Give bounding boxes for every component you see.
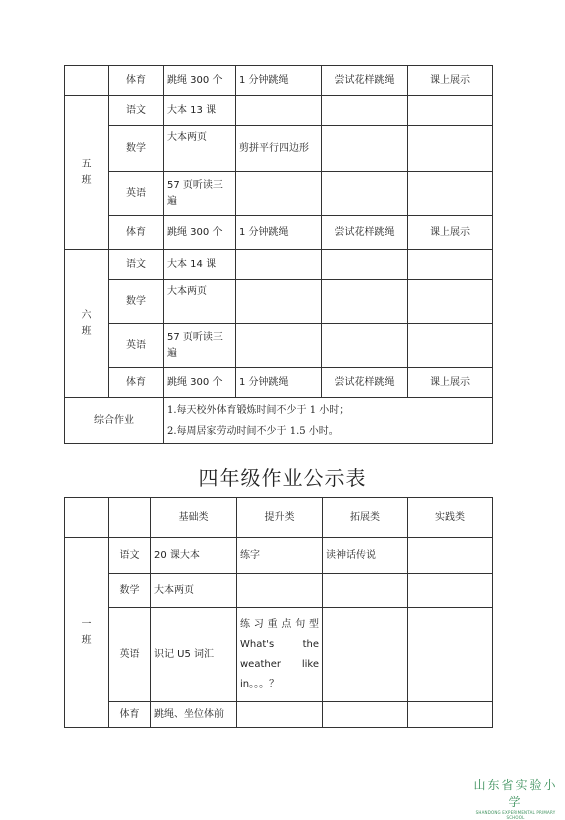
basic-cell: 识记 U5 词汇 [151,608,237,702]
class-name-line: 一 [81,618,92,630]
comprehensive-label: 综合作业 [65,398,164,444]
improve-cell [237,574,323,608]
header-extend: 拓展类 [323,498,408,538]
practice-cell [408,126,493,172]
class-name-line: 班 [81,634,92,646]
header-empty [109,498,151,538]
practice-cell [408,608,493,702]
improve-cell: 剪拼平行四边形 [236,126,322,172]
table-row [65,96,493,126]
practice-cell [408,324,493,368]
practice-cell: 课上展示 [408,216,493,250]
class-name-line: 五 [81,158,92,170]
basic-cell: 大本 14 课 [164,250,236,280]
practice-cell [408,702,493,728]
practice-cell [408,538,493,574]
improve-cell [236,280,322,324]
improve-line: in。。。？ [240,678,280,690]
table-row [65,66,493,96]
extend-cell [323,574,408,608]
subject-cell: 语文 [109,538,151,574]
class-name-line: 班 [81,325,92,337]
table-row [65,538,493,574]
comprehensive-line: 1.每天校外体育锻炼时间不少于 1 小时； [167,404,350,416]
basic-cell: 跳绳 300 个 [164,216,236,250]
basic-cell: 跳绳 300 个 [164,66,236,96]
improve-cell [237,608,323,702]
homework-table-top [64,65,493,444]
table-row [65,702,493,728]
subject-cell: 数学 [109,126,164,172]
improve-line: weather like [240,658,319,670]
improve-cell [236,172,322,216]
practice-cell [408,250,493,280]
improve-cell [237,702,323,728]
table-row [65,574,493,608]
extend-cell [322,250,408,280]
subject-cell: 数学 [109,280,164,324]
class-name-cell [65,96,109,250]
class-name-cell [65,538,109,728]
table-row [65,398,493,444]
subject-cell: 体育 [109,216,164,250]
practice-cell [408,96,493,126]
class-cell [65,66,109,96]
subject-cell: 体育 [109,702,151,728]
improve-cell [236,96,322,126]
basic-cell: 跳绳 300 个 [164,368,236,398]
extend-cell [322,324,408,368]
extend-cell [322,126,408,172]
basic-cell: 大本两页 [164,280,236,324]
header-empty [65,498,109,538]
table-row [65,280,493,324]
extend-cell [323,702,408,728]
header-improve: 提升类 [237,498,323,538]
improve-cell [236,324,322,368]
table-row [65,324,493,368]
comprehensive-line: 2.每周居家劳动时间不少于 1.5 小时。 [167,425,339,437]
subject-cell: 数学 [109,574,151,608]
header-basic: 基础类 [151,498,237,538]
basic-cell: 57 页听读三遍 [164,172,236,216]
table-row [65,368,493,398]
extend-cell [323,608,408,702]
extend-cell [322,280,408,324]
improve-cell: 练字 [237,538,323,574]
practice-cell [408,280,493,324]
improve-line: 练 习 重 点 句 型 [240,618,319,630]
improve-cell: 1 分钟跳绳 [236,216,322,250]
table-row [65,250,493,280]
comprehensive-content [164,398,493,444]
table-row [65,172,493,216]
header-row [65,498,493,538]
homework-table-grade4 [64,497,493,728]
table-row [65,608,493,702]
subject-cell: 语文 [109,250,164,280]
subject-cell: 语文 [109,96,164,126]
basic-cell: 大本两页 [151,574,237,608]
practice-cell [408,172,493,216]
basic-cell: 跳绳、坐位体前 [151,702,237,728]
practice-cell: 课上展示 [408,66,493,96]
improve-cell: 1 分钟跳绳 [236,66,322,96]
class-name-cell [65,250,109,398]
school-logo-name: 山东省实验小学 [473,778,558,809]
school-logo-english: SHANDONG EXPERIMENTAL PRIMARY SCHOOL [475,810,556,820]
improve-cell: 1 分钟跳绳 [236,368,322,398]
class-name-line: 六 [81,309,92,321]
extend-cell: 尝试花样跳绳 [322,66,408,96]
extend-cell: 尝试花样跳绳 [322,368,408,398]
subject-cell: 英语 [109,172,164,216]
subject-cell: 体育 [109,66,164,96]
practice-cell [408,574,493,608]
practice-cell: 课上展示 [408,368,493,398]
basic-cell: 大本 13 课 [164,96,236,126]
improve-cell [236,250,322,280]
extend-cell: 尝试花样跳绳 [322,216,408,250]
subject-cell: 体育 [109,368,164,398]
basic-cell: 大本两页 [164,126,236,172]
header-practice: 实践类 [408,498,493,538]
basic-cell: 57 页听读三遍 [164,324,236,368]
basic-cell: 20 课大本 [151,538,237,574]
extend-cell [322,172,408,216]
school-logo [468,776,563,820]
page-title: 四年级作业公示表 [198,466,367,490]
class-name-line: 班 [81,174,92,186]
subject-cell: 英语 [109,608,151,702]
improve-line: What's the [240,638,319,650]
table-row [65,216,493,250]
table-row [65,126,493,172]
extend-cell [322,96,408,126]
subject-cell: 英语 [109,324,164,368]
extend-cell: 读神话传说 [323,538,408,574]
